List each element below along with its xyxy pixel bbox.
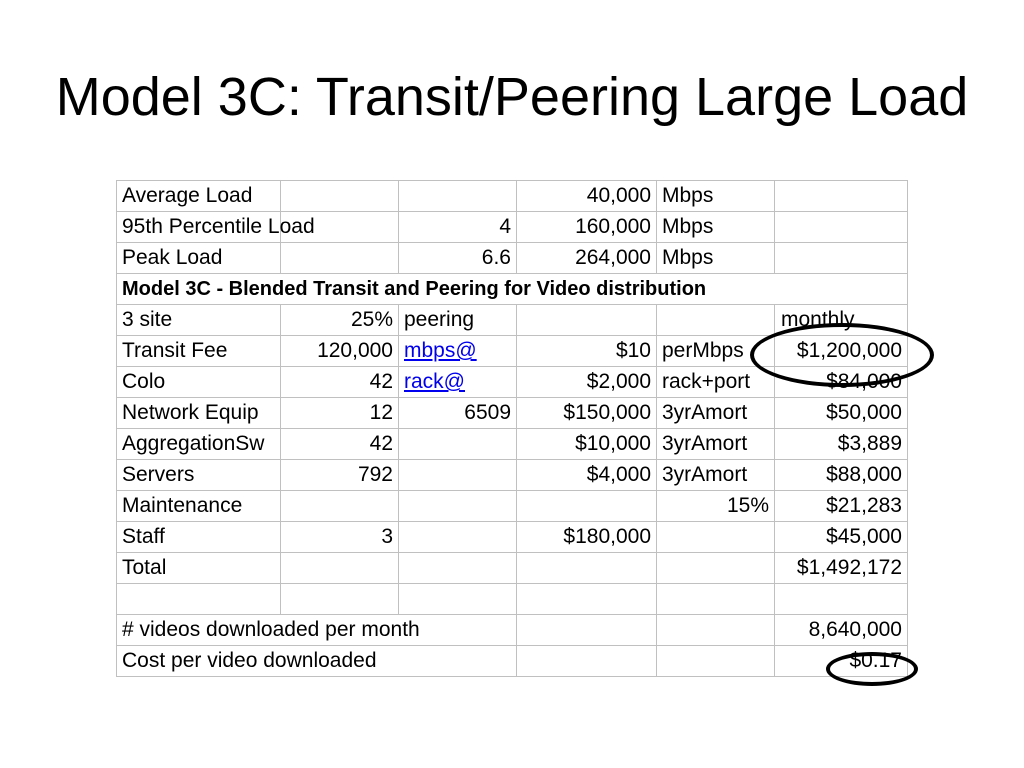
cell-label[interactable]: Total (117, 553, 281, 584)
cell[interactable]: 42 (281, 429, 399, 460)
table-row-colo (117, 367, 908, 398)
cell[interactable] (517, 646, 657, 677)
rack-link[interactable]: rack@ (399, 367, 517, 398)
table-row-maintenance (117, 491, 908, 522)
table-row-cost-per-video (117, 646, 908, 677)
table-row-3-site (117, 305, 908, 336)
cell-label[interactable]: Servers (117, 460, 281, 491)
cell[interactable]: $4,000 (517, 460, 657, 491)
cell[interactable] (517, 615, 657, 646)
cell-label[interactable]: Peak Load (117, 243, 281, 274)
cell[interactable]: 792 (281, 460, 399, 491)
table-row-95th-percentile-load (117, 212, 908, 243)
cell[interactable] (657, 522, 775, 553)
cell-label[interactable]: # videos downloaded per month (117, 615, 517, 646)
cell[interactable]: 42 (281, 367, 399, 398)
cell[interactable]: $3,889 (775, 429, 908, 460)
cell[interactable] (281, 491, 399, 522)
table-row-network-equip (117, 398, 908, 429)
cell[interactable]: $21,283 (775, 491, 908, 522)
cell-label[interactable]: Network Equip (117, 398, 281, 429)
cell[interactable] (281, 181, 399, 212)
cell[interactable]: $50,000 (775, 398, 908, 429)
cell[interactable] (517, 491, 657, 522)
table-row-section-header (117, 274, 908, 305)
cell[interactable]: $84,000 (775, 367, 908, 398)
cell[interactable]: 25% (281, 305, 399, 336)
cell[interactable] (517, 584, 657, 615)
cell[interactable] (775, 243, 908, 274)
cell-label[interactable]: Maintenance (117, 491, 281, 522)
cell[interactable]: rack+port (657, 367, 775, 398)
cell[interactable] (657, 646, 775, 677)
table-row-videos-downloaded (117, 615, 908, 646)
cell-label[interactable]: Transit Fee (117, 336, 281, 367)
cell[interactable] (775, 181, 908, 212)
cell[interactable]: perMbps (657, 336, 775, 367)
cell-label[interactable]: 95th Percentile Load (117, 212, 281, 243)
cell-label[interactable]: Average Load (117, 181, 281, 212)
cell[interactable] (399, 522, 517, 553)
cell-label[interactable]: AggregationSw (117, 429, 281, 460)
cell[interactable]: 264,000 (517, 243, 657, 274)
cell[interactable]: 3yrAmort (657, 398, 775, 429)
cell[interactable]: 4 (399, 212, 517, 243)
cell-monthly-header[interactable]: monthly (775, 305, 908, 336)
section-header-cell[interactable]: Model 3C - Blended Transit and Peering for Video distribution (117, 274, 908, 305)
cell[interactable]: $0.17 (775, 646, 908, 677)
cell-label[interactable]: 3 site (117, 305, 281, 336)
cell[interactable] (281, 553, 399, 584)
cell[interactable]: 3 (281, 522, 399, 553)
cell[interactable]: 40,000 (517, 181, 657, 212)
cell[interactable] (657, 584, 775, 615)
cell-label[interactable]: Cost per video downloaded (117, 646, 517, 677)
table-row-total (117, 553, 908, 584)
mbps-link[interactable]: mbps@ (399, 336, 517, 367)
cell[interactable]: $45,000 (775, 522, 908, 553)
slide-title: Model 3C: Transit/Peering Large Load (55, 67, 969, 127)
cell[interactable]: $1,200,000 (775, 336, 908, 367)
cell[interactable]: 3yrAmort (657, 429, 775, 460)
cell[interactable]: 6.6 (399, 243, 517, 274)
cell[interactable] (657, 553, 775, 584)
table-row-average-load (117, 181, 908, 212)
cell[interactable]: Mbps (657, 212, 775, 243)
cell[interactable]: 8,640,000 (775, 615, 908, 646)
cell[interactable] (281, 243, 399, 274)
cell[interactable] (775, 584, 908, 615)
cell[interactable]: Mbps (657, 243, 775, 274)
table-row-transit-fee (117, 336, 908, 367)
cell[interactable]: peering (399, 305, 517, 336)
cell[interactable] (399, 181, 517, 212)
cell[interactable] (399, 491, 517, 522)
cell[interactable] (399, 584, 517, 615)
table-row-peak-load (117, 243, 908, 274)
cell[interactable]: $150,000 (517, 398, 657, 429)
cell[interactable] (399, 553, 517, 584)
cell[interactable]: Mbps (657, 181, 775, 212)
spreadsheet-table (116, 180, 908, 677)
cell[interactable] (399, 429, 517, 460)
table-row-empty (117, 584, 908, 615)
table-row-servers (117, 460, 908, 491)
cell[interactable]: 3yrAmort (657, 460, 775, 491)
cell[interactable] (517, 553, 657, 584)
cell[interactable]: $180,000 (517, 522, 657, 553)
cell-label[interactable]: Colo (117, 367, 281, 398)
cell[interactable]: $10,000 (517, 429, 657, 460)
cell[interactable]: $1,492,172 (775, 553, 908, 584)
cell[interactable] (517, 305, 657, 336)
cell[interactable]: $2,000 (517, 367, 657, 398)
cell[interactable]: $88,000 (775, 460, 908, 491)
cell[interactable] (657, 305, 775, 336)
cell[interactable] (775, 212, 908, 243)
cell[interactable] (657, 615, 775, 646)
cell[interactable] (281, 584, 399, 615)
table-row-aggregation-switch (117, 429, 908, 460)
cell[interactable]: 6509 (399, 398, 517, 429)
cell[interactable]: $10 (517, 336, 657, 367)
cell-label[interactable]: Staff (117, 522, 281, 553)
cell[interactable]: 12 (281, 398, 399, 429)
cell[interactable]: 120,000 (281, 336, 399, 367)
cell[interactable]: 160,000 (517, 212, 657, 243)
cell[interactable] (399, 460, 517, 491)
cell[interactable]: 15% (657, 491, 775, 522)
table-row-staff (117, 522, 908, 553)
cell[interactable] (117, 584, 281, 615)
